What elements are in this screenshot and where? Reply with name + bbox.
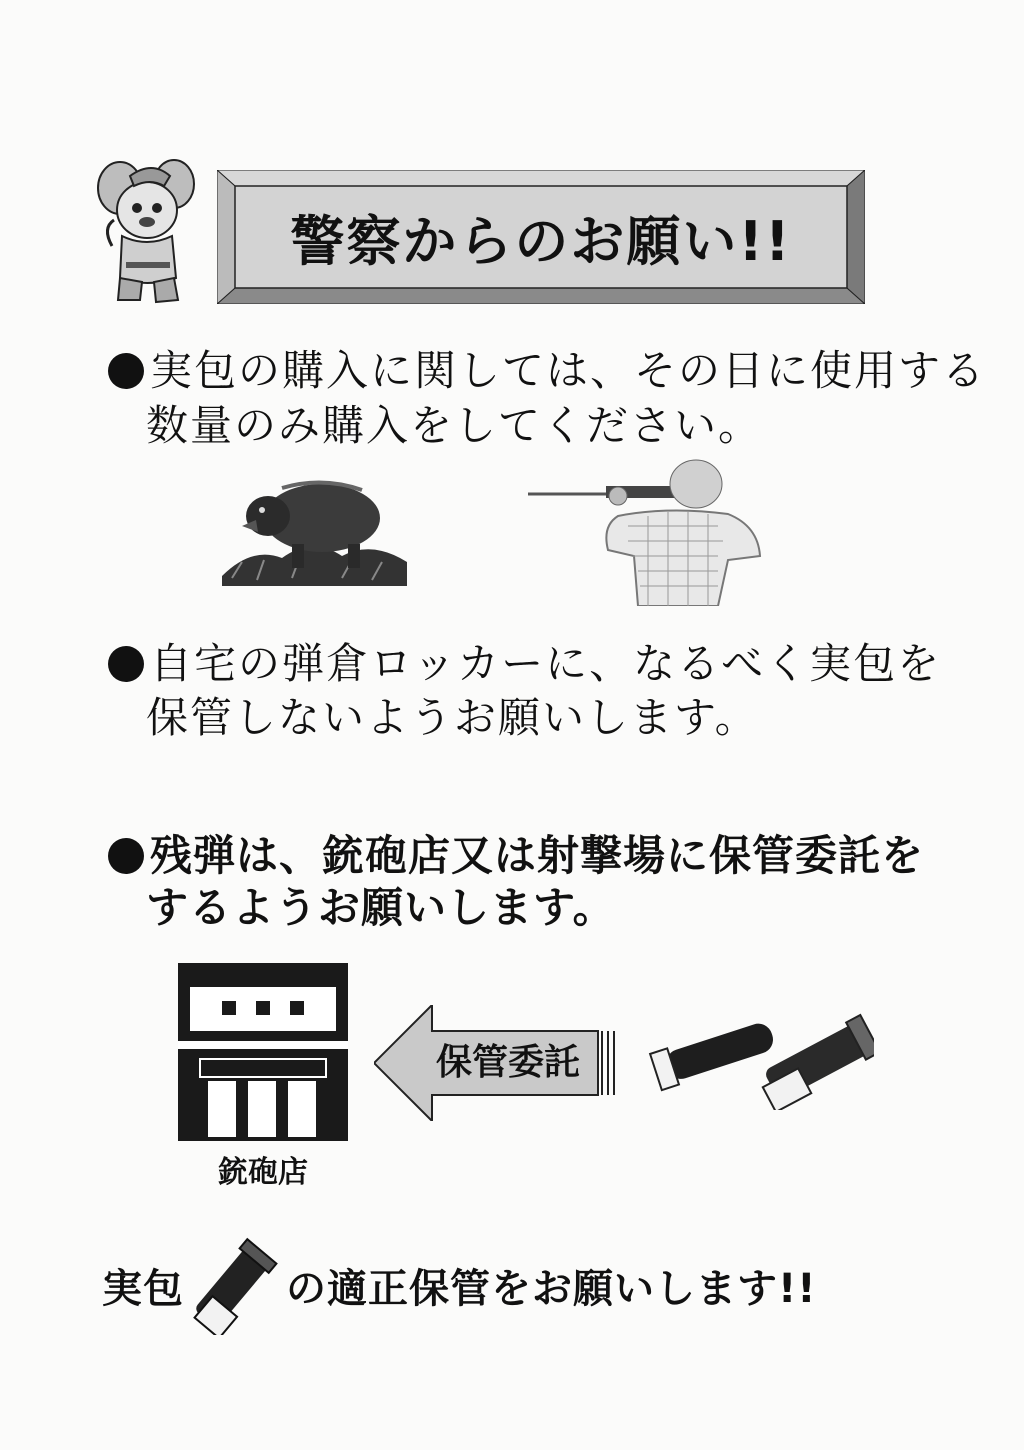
bullet-2-line-1: 自宅の弾倉ロッカーに、なるべく実包を bbox=[108, 636, 941, 692]
bullet-3-line-1: 残弾は、銃砲店又は射撃場に保管委託を bbox=[108, 828, 924, 884]
boar-icon bbox=[222, 466, 407, 586]
footer-text-before: 実包 bbox=[102, 1265, 184, 1312]
bullet-dot bbox=[108, 353, 144, 389]
bullet-dot bbox=[108, 838, 144, 874]
bullet-2-line-2: 保管しないようお願いします。 bbox=[146, 693, 759, 742]
shotgun-shell-icon bbox=[644, 990, 874, 1110]
arrow-label: 保管委託 bbox=[435, 1042, 580, 1083]
bullet-1-line-2: 数量のみ購入をしてください。 bbox=[146, 401, 763, 450]
police-mascot-icon bbox=[92, 158, 202, 308]
shotgun-shell-icon bbox=[190, 1235, 280, 1335]
bullet-1-line-1: 実包の購入に関しては、その日に使用する bbox=[108, 343, 986, 399]
hunter-icon bbox=[528, 456, 768, 606]
page-title: 警察からのお願い!! bbox=[290, 209, 792, 273]
gun-shop-icon bbox=[178, 963, 348, 1141]
bullet-dot bbox=[108, 646, 144, 682]
bullet-3-line-2: するようお願いします。 bbox=[146, 883, 616, 932]
footer-message bbox=[102, 1230, 932, 1340]
footer-text-after: の適正保管をお願いします!! bbox=[286, 1265, 817, 1312]
gun-shop-label: 銃砲店 bbox=[218, 1155, 308, 1190]
